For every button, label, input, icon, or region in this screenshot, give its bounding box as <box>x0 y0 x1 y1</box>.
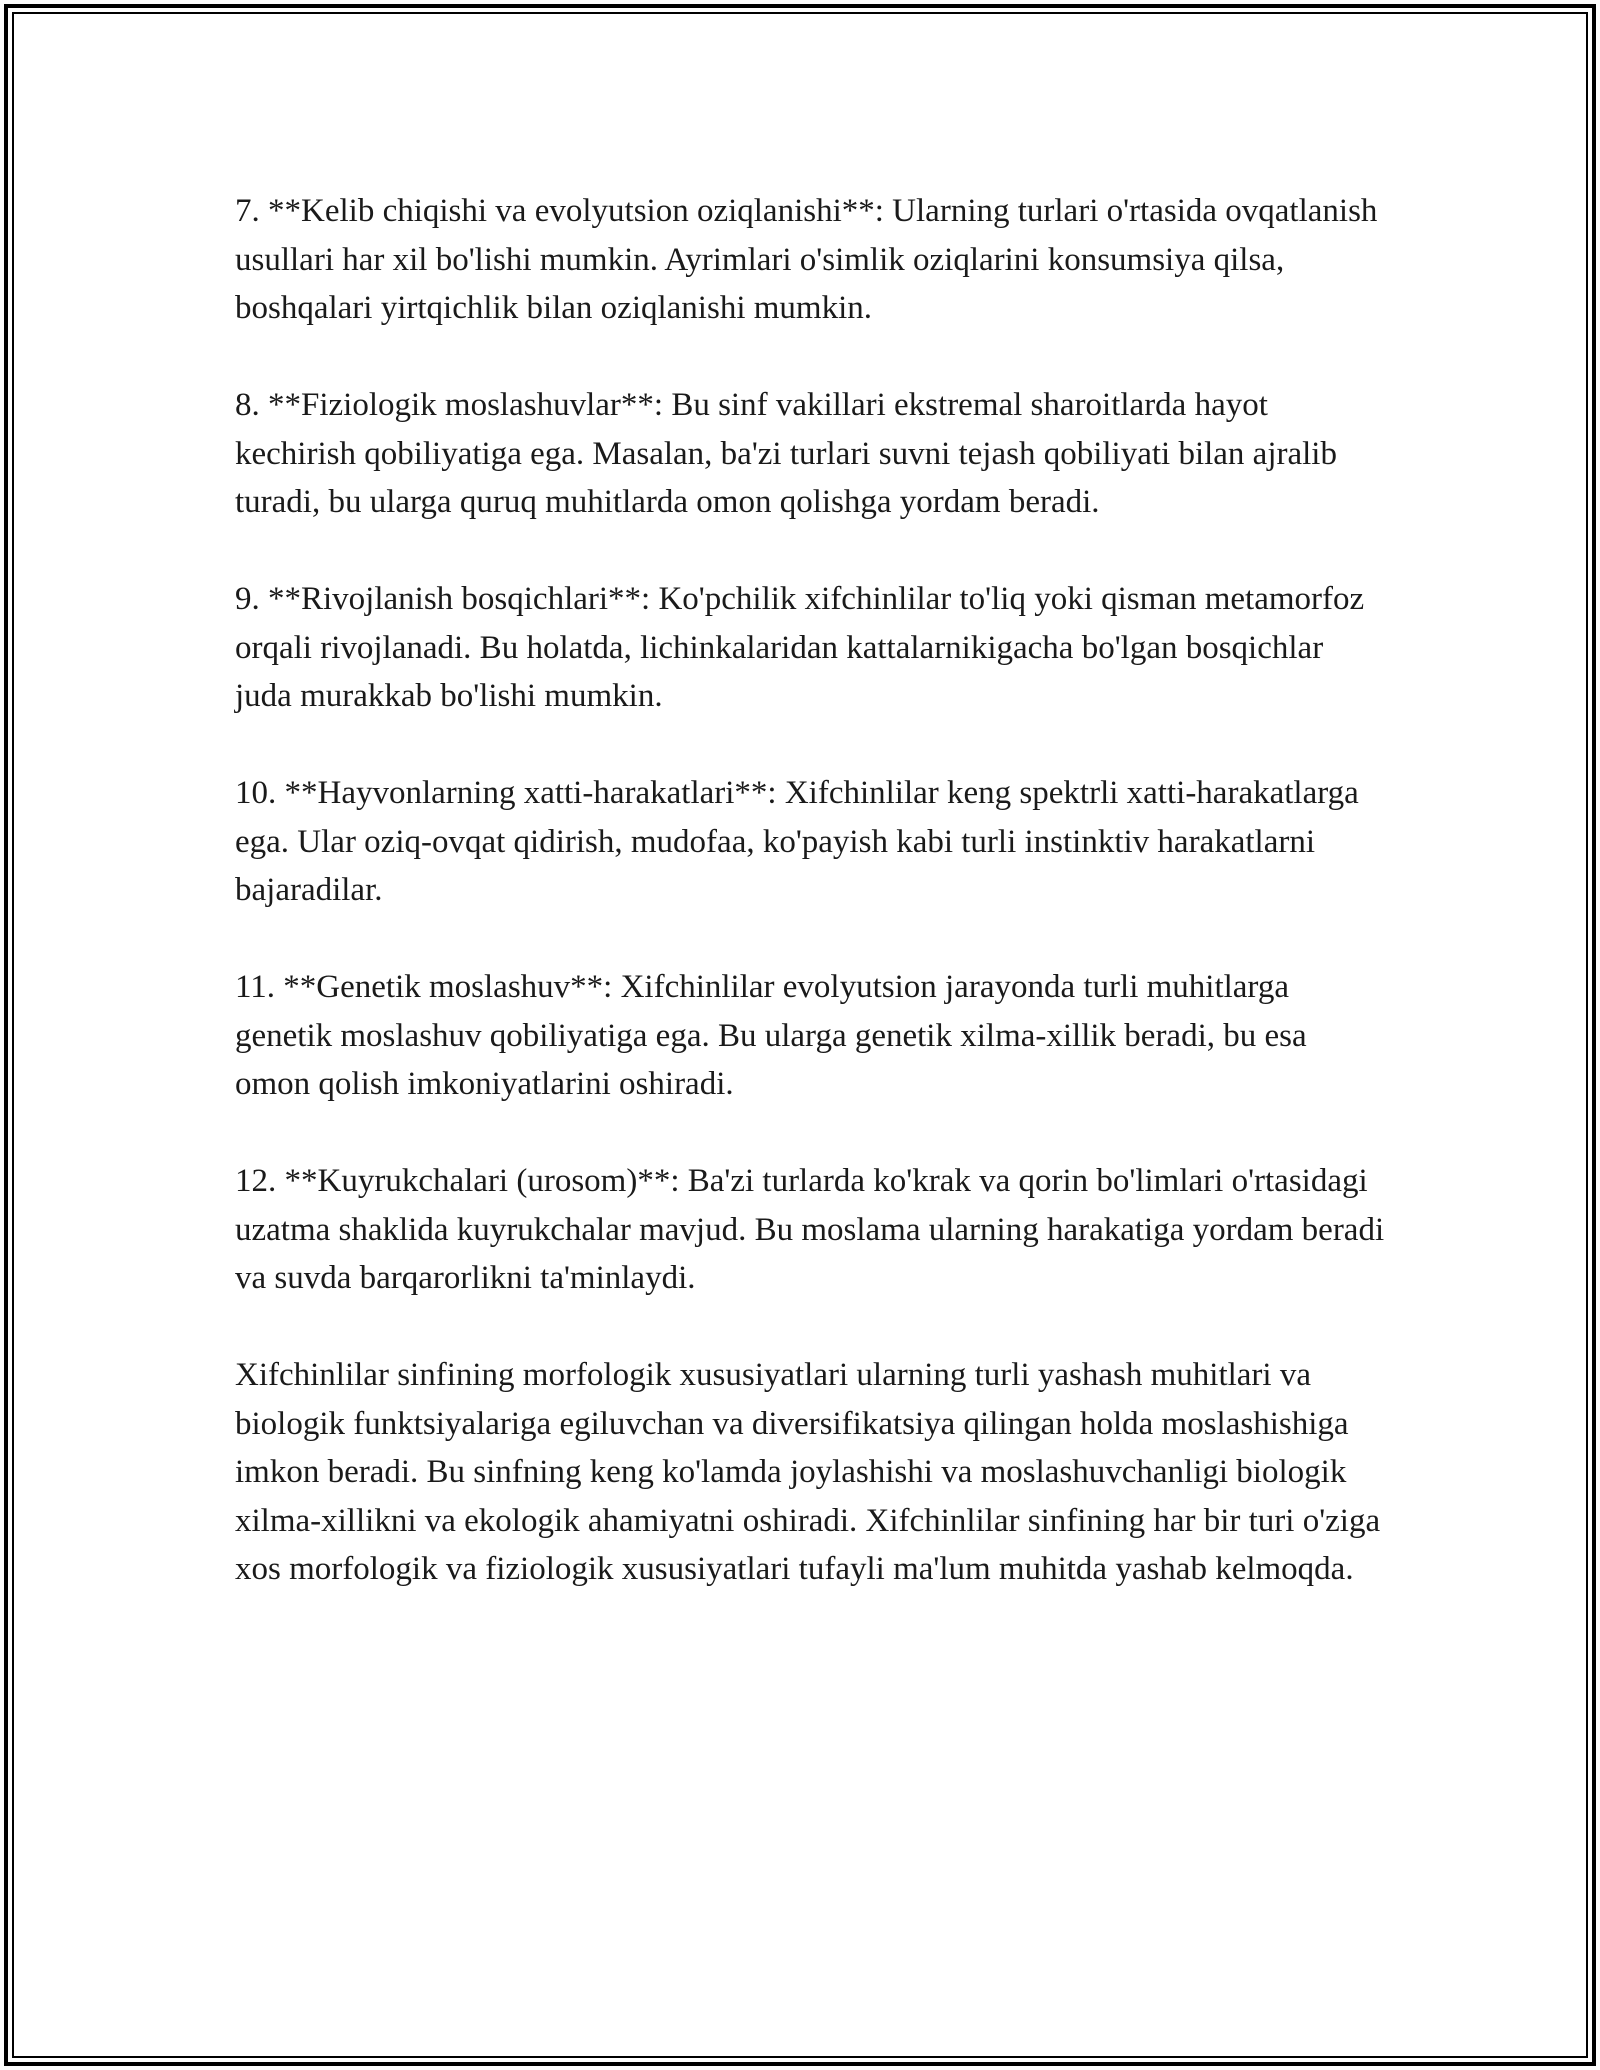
paragraph-item-11: 11. **Genetik moslashuv**: Xifchinlilar evolyutsion jarayonda turli muhitlarga genetik moslashuv qobiliyatiga ega. Bu ularga genetik xilma-xillik beradi, bu esa omon qolish imkoniyatlarini oshiradi. <box>235 969 1307 1102</box>
paragraph-item-10: 10. **Hayvonlarning xatti-harakatlari**: Xifchinlilar keng spektrli xatti-harakatlarga ega. Ular oziq-ovqat qidirish, mudofaa, ko'payish kabi turli instinktiv harakatlarni bajaradilar. <box>235 775 1359 908</box>
paragraph-item-12: 12. **Kuyrukchalari (urosom)**: Ba'zi turlarda ko'krak va qorin bo'limlari o'rtasidagi uzatma shaklida kuyrukchalar mavjud. Bu moslama ularning harakatiga yordam beradi va suvda barqarorlikni ta'minlaydi. <box>235 1163 1385 1296</box>
conclusion-paragraph: Xifchinlilar sinfining morfologik xususiyatlari ularning turli yashash muhitlari va biologik funktsiyalariga egiluvchan va diversifikatsiya qilingan holda moslashishiga imkon beradi. Bu sinfning keng ko'lamda joylashishi va moslashuvchanligi biologik xilma-xillikni va ekologik ahamiyatni oshiradi. Xifchinlilar sinfining har bir turi o'ziga xos morfologik va fiziologik xususiyatlari tufayli ma'lum muhitda yashab kelmoqda. <box>235 1357 1381 1587</box>
paragraph-item-9: 9. **Rivojlanish bosqichlari**: Ko'pchilik xifchinlilar to'liq yoki qisman metamorfoz orqali rivojlanadi. Bu holatda, lichinkalaridan kattalarnikigacha bo'lgan bosqichlar juda murakkab bo'lishi mumkin. <box>235 581 1365 714</box>
document-body <box>235 187 1385 1642</box>
paragraph-item-8: 8. **Fiziologik moslashuvlar**: Bu sinf vakillari ekstremal sharoitlarda hayot kechirish qobiliyatiga ega. Masalan, ba'zi turlari suvni tejash qobiliyati bilan ajralib turadi, bu ularga quruq muhitlarda omon qolishga yordam beradi. <box>235 387 1337 520</box>
paragraph-item-7: 7. **Kelib chiqishi va evolyutsion oziqlanishi**: Ularning turlari o'rtasida ovqatlanish usullari har xil bo'lishi mumkin. Ayrimlari o'simlik oziqlarini konsumsiya qilsa, boshqalari yirtqichlik bilan oziqlanishi mumkin. <box>235 193 1378 326</box>
